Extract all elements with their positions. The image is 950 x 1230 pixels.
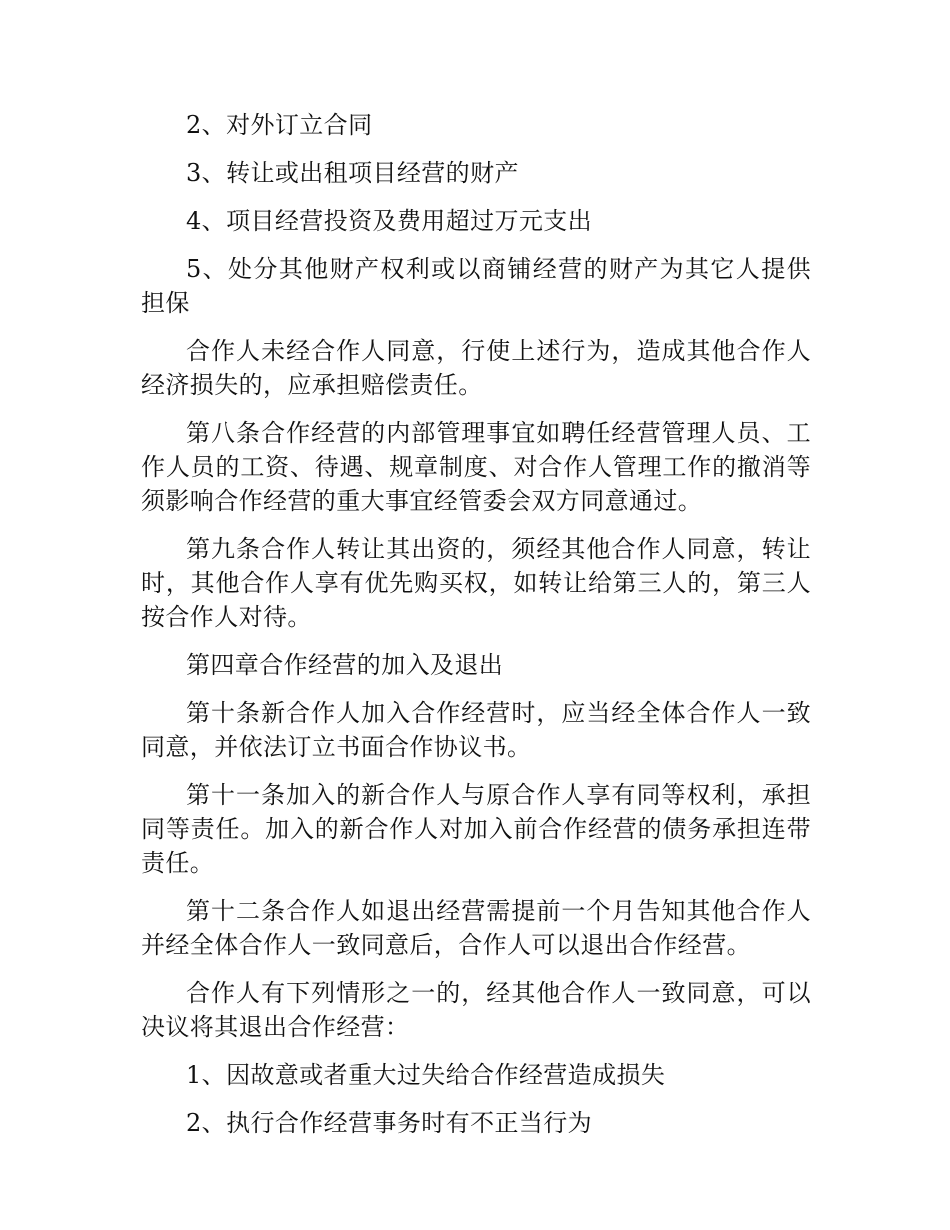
chapter-heading-4: 第四章合作经营的加入及退出 xyxy=(186,651,504,679)
paragraph-condition-2: 2、执行合作经营事务时有不正当行为 xyxy=(186,1109,593,1137)
paragraph-item-2: 2、对外订立合同 xyxy=(186,111,373,139)
paragraph-withdrawal-conditions: 合作人有下列情形之一的，经其他合作人一致同意，可以决议将其退出合作经营： xyxy=(141,979,811,1041)
paragraph-item-3: 3、转让或出租项目经营的财产 xyxy=(186,159,519,187)
paragraph-item-4: 4、项目经营投资及费用超过万元支出 xyxy=(186,207,593,235)
paragraph-item-5: 5、处分其他财产权利或以商铺经营的财产为其它人提供担保 xyxy=(141,255,811,317)
paragraph-article-8: 第八条合作经营的内部管理事宜如聘任经营管理人员、工作人员的工资、待遇、规章制度、对合作人管理工作的撤消等须影响合作经营的重大事宜经管委会双方同意通过。 xyxy=(141,419,811,515)
paragraph-article-9: 第九条合作人转让其出资的，须经其他合作人同意，转让时，其他合作人享有优先购买权，如转让给第三人的，第三人按合作人对待。 xyxy=(141,535,811,631)
paragraph-article-10: 第十条新合作人加入合作经营时，应当经全体合作人一致同意，并依法订立书面合作协议书。 xyxy=(141,699,811,761)
paragraph-condition-1: 1、因故意或者重大过失给合作经营造成损失 xyxy=(186,1061,666,1089)
paragraph-article-12: 第十二条合作人如退出经营需提前一个月告知其他合作人并经全体合作人一致同意后，合作人可以退出合作经营。 xyxy=(141,897,811,959)
paragraph-liability: 合作人未经合作人同意，行使上述行为，造成其他合作人经济损失的，应承担赔偿责任。 xyxy=(141,337,811,399)
paragraph-article-11: 第十一条加入的新合作人与原合作人享有同等权利，承担同等责任。加入的新合作人对加入前合作经营的债务承担连带责任。 xyxy=(141,781,811,877)
document-body xyxy=(141,108,811,1154)
